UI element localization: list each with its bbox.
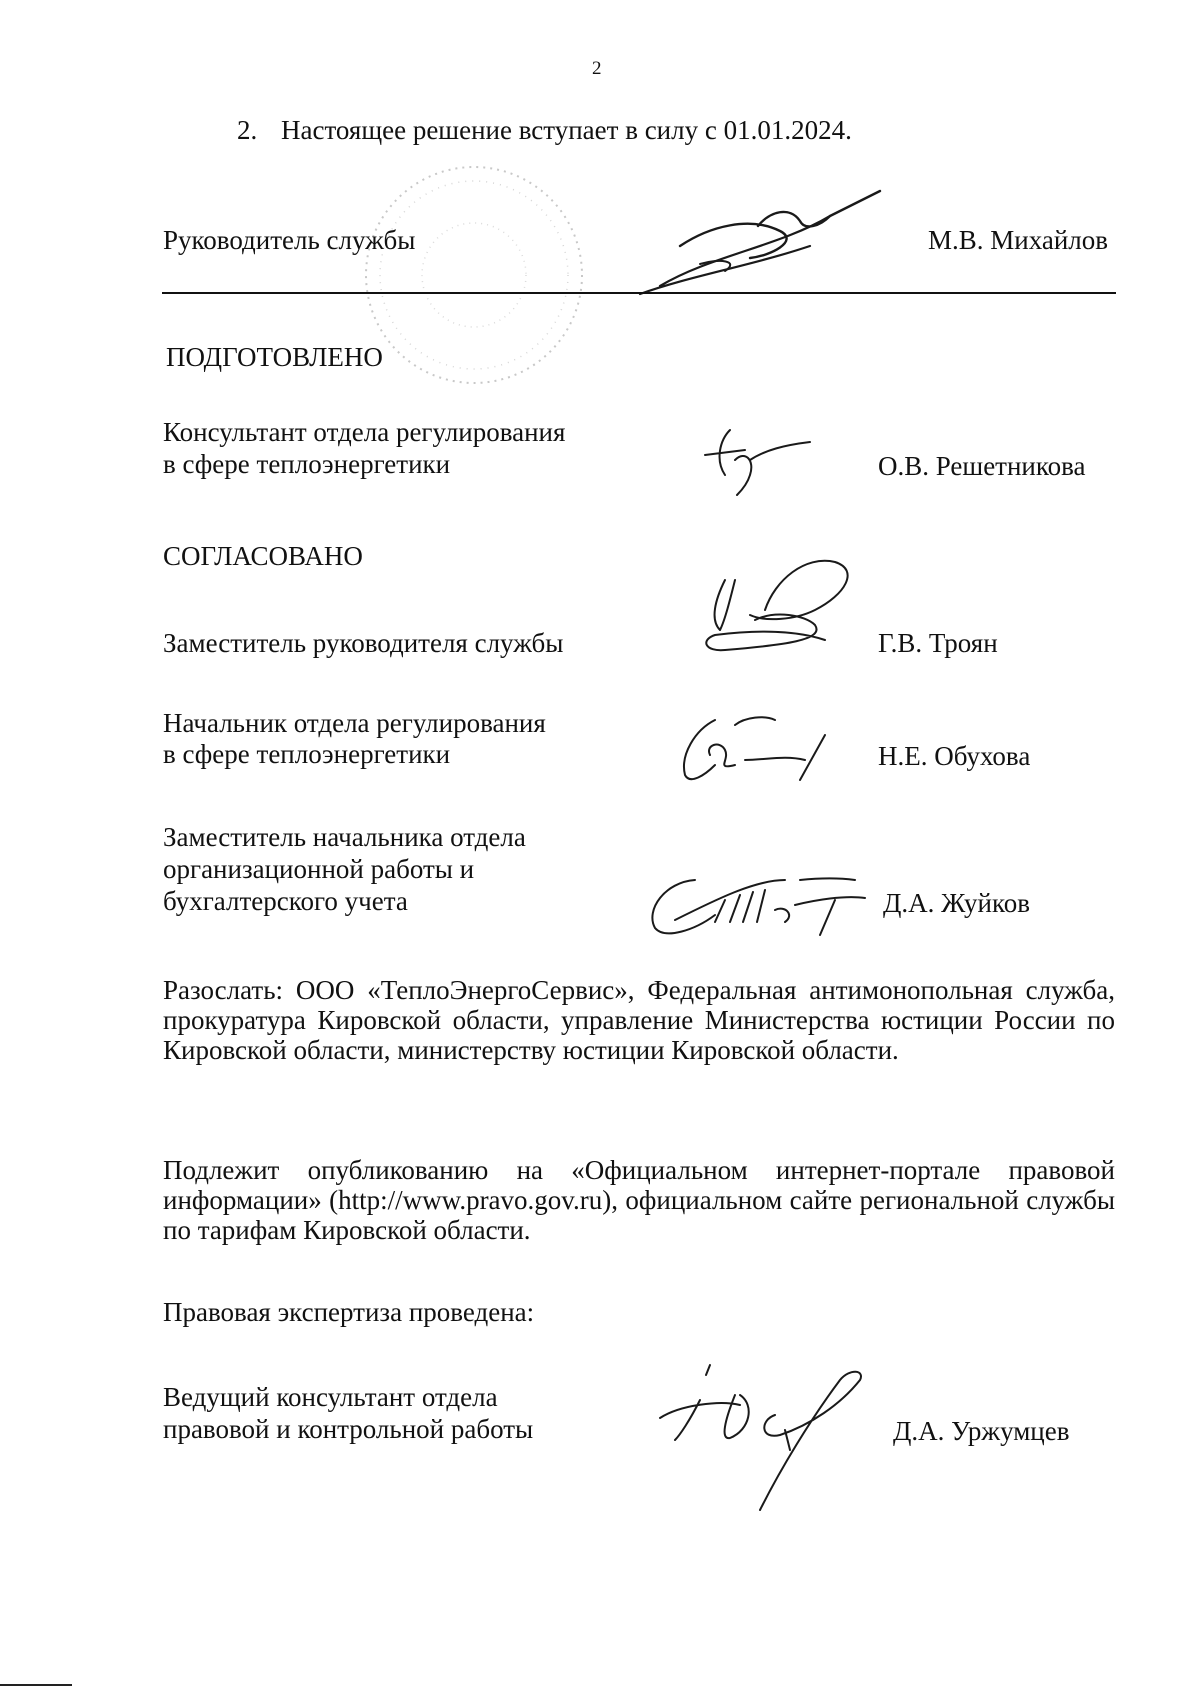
agreed-heading: СОГЛАСОВАНО <box>163 541 363 571</box>
legal-review-position-line2: правовой и контрольной работы <box>163 1414 534 1444</box>
prepared-position-line2: в сфере теплоэнергетики <box>163 449 451 479</box>
signature-rule <box>162 292 1116 294</box>
publication-text: Подлежит опубликованию на «Официальном интернет-портале правовой информации» (http://www.pravo.gov.ru), официальном сайте региональной службы по тарифам Кировской области. <box>163 1155 1115 1245</box>
head-name: М.В. Михайлов <box>928 225 1109 255</box>
agreed-person-2-name: Н.Е. Обухова <box>878 741 1031 771</box>
agreed-person-3-position-line1: Заместитель начальника отдела <box>163 822 526 852</box>
distribution-text: Разослать: ООО «ТеплоЭнергоСервис», Федеральная антимонопольная служба, прокуратура Кировской области, управление Министерства юстиции России по Кировской области, министерству юстиции Кировской области. <box>163 975 1115 1065</box>
prepared-name: О.В. Решетникова <box>878 451 1086 481</box>
official-stamp <box>358 160 590 390</box>
prepared-heading: ПОДГОТОВЛЕНО <box>166 342 383 372</box>
agreed-person-1-signature <box>695 550 865 695</box>
head-signature <box>630 186 890 301</box>
clause-text: Настоящее решение вступает в силу с 01.01.2024. <box>281 115 852 145</box>
agreed-person-3-name: Д.А. Жуйков <box>883 888 1030 918</box>
prepared-position-line1: Консультант отдела регулирования <box>163 417 566 447</box>
agreed-person-3-position-line3: бухгалтерского учета <box>163 886 408 916</box>
agreed-person-3-signature <box>635 860 880 940</box>
head-position: Руководитель службы <box>163 225 416 255</box>
prepared-signature <box>695 420 815 500</box>
legal-review-signature <box>640 1360 900 1510</box>
page-number: 2 <box>592 58 602 79</box>
legal-review-position-line1: Ведущий консультант отдела <box>163 1382 498 1412</box>
clause-number: 2. <box>237 115 258 145</box>
agreed-person-1-position: Заместитель руководителя службы <box>163 628 564 658</box>
agreed-person-2-position-line1: Начальник отдела регулирования <box>163 708 546 738</box>
agreed-person-2-position-line2: в сфере теплоэнергетики <box>163 739 451 769</box>
agreed-person-3-position-line2: организационной работы и <box>163 854 475 884</box>
scan-edge-mark <box>0 1684 72 1686</box>
agreed-person-1-name: Г.В. Троян <box>878 628 998 658</box>
legal-review-name: Д.А. Уржумцев <box>893 1416 1070 1446</box>
legal-review-heading: Правовая экспертиза проведена: <box>163 1297 535 1327</box>
agreed-person-2-signature <box>675 705 850 785</box>
